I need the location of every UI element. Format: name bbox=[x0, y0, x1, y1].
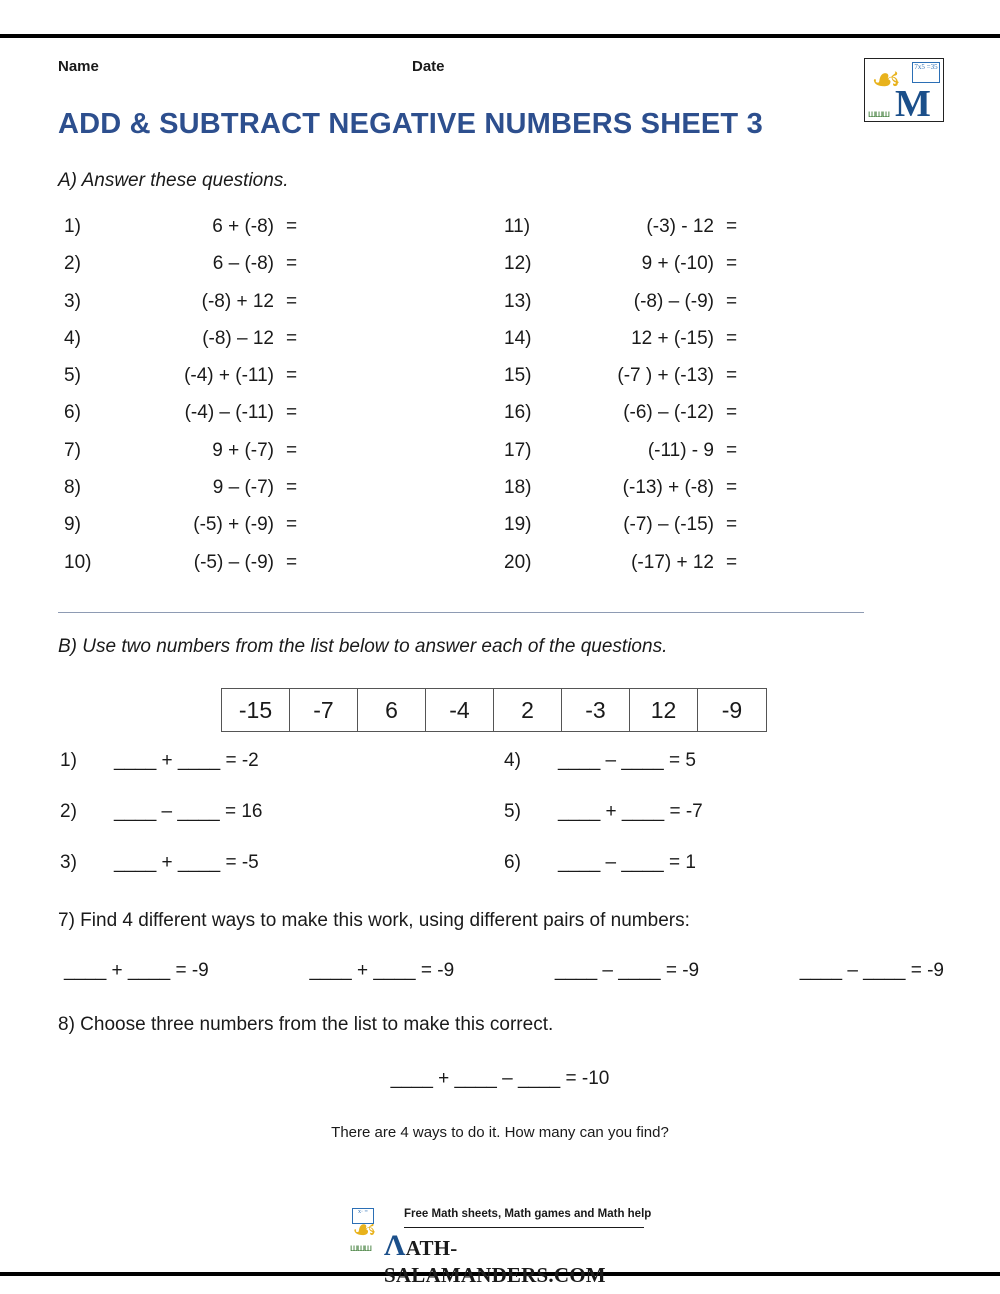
equals-sign: = bbox=[286, 365, 298, 387]
question-expression: ____ – ____ = -9 bbox=[554, 960, 700, 981]
question-number: 5) bbox=[64, 365, 81, 387]
question-number: 4) bbox=[504, 750, 521, 771]
number-cell: 6 bbox=[358, 689, 426, 731]
number-cell: 12 bbox=[630, 689, 698, 731]
question-number: 20) bbox=[504, 551, 532, 573]
footer-site-text: ATH-SALAMANDERS.COM bbox=[384, 1236, 606, 1287]
equals-sign: = bbox=[286, 402, 298, 424]
question-expression: ____ – ____ = 1 bbox=[558, 852, 696, 873]
question-expression: ____ + ____ = -2 bbox=[114, 750, 259, 771]
question-row bbox=[498, 402, 918, 439]
question-expression: (-4) – (-11) bbox=[184, 402, 274, 424]
page-title: ADD & SUBTRACT NEGATIVE NUMBERS SHEET 3 bbox=[58, 108, 763, 140]
section-a-right-column bbox=[498, 216, 918, 589]
footer-branding bbox=[350, 1206, 670, 1287]
question-row bbox=[498, 477, 918, 514]
question-number: 4) bbox=[64, 327, 81, 349]
question-expression: 6 + (-8) bbox=[212, 216, 274, 237]
question-row bbox=[498, 253, 918, 290]
question-number: 16) bbox=[504, 402, 532, 424]
equals-sign: = bbox=[286, 253, 298, 275]
question-expression: ____ + ____ = -9 bbox=[309, 960, 455, 981]
question-number: 11) bbox=[504, 216, 531, 237]
section-a-left-column bbox=[58, 216, 478, 589]
question-number: 3) bbox=[60, 852, 77, 873]
equals-sign: = bbox=[726, 365, 738, 387]
logo-m-icon: M bbox=[895, 83, 931, 122]
question-expression: 9 + (-7) bbox=[212, 439, 274, 461]
name-label: Name bbox=[58, 58, 99, 75]
question-row bbox=[58, 750, 498, 801]
section-b-left-column bbox=[58, 750, 498, 903]
question-row bbox=[58, 402, 478, 439]
grass-icon: шшш bbox=[350, 1243, 372, 1254]
question-row bbox=[58, 852, 498, 903]
header bbox=[0, 38, 1000, 122]
question-number: 12) bbox=[504, 253, 532, 275]
question-number: 1) bbox=[60, 750, 77, 771]
question-expression: (-7 ) + (-13) bbox=[617, 365, 714, 387]
question-row bbox=[58, 365, 478, 402]
question-row bbox=[502, 750, 942, 801]
equals-sign: = bbox=[726, 253, 738, 275]
equals-sign: = bbox=[286, 290, 298, 312]
question-expression: ____ + ____ = -9 bbox=[64, 960, 209, 981]
question-expression: (-13) + (-8) bbox=[622, 477, 714, 499]
equals-sign: = bbox=[726, 290, 738, 312]
question-expression: ____ + ____ = -5 bbox=[114, 852, 259, 873]
question-expression: (-17) + 12 bbox=[631, 551, 714, 573]
section-b-heading: B) Use two numbers from the list below to answer each of the questions. bbox=[58, 636, 668, 657]
question-number: 6) bbox=[504, 852, 521, 873]
question-expression: 9 – (-7) bbox=[212, 477, 274, 499]
math-salamanders-logo bbox=[864, 58, 944, 122]
question-row bbox=[58, 552, 478, 589]
footer-site-name bbox=[384, 1229, 670, 1288]
question-row bbox=[58, 514, 478, 551]
question-row bbox=[498, 552, 918, 589]
section-b-right-column bbox=[502, 750, 942, 903]
equals-sign: = bbox=[726, 477, 738, 499]
question-row bbox=[58, 477, 478, 514]
salamander-icon: ☙ bbox=[871, 61, 902, 99]
question-expression: (-6) – (-12) bbox=[623, 402, 714, 424]
grass-icon: шшш bbox=[868, 109, 890, 120]
question-number: 9) bbox=[64, 514, 81, 536]
section-a-heading: A) Answer these questions. bbox=[58, 170, 289, 191]
question-expression: ____ – ____ = -9 bbox=[799, 960, 944, 981]
equals-sign: = bbox=[726, 327, 738, 349]
question-row bbox=[58, 216, 478, 253]
question-row bbox=[58, 801, 498, 852]
equals-sign: = bbox=[286, 514, 298, 536]
question-expression: (-8) + 12 bbox=[201, 290, 274, 312]
question-number: 5) bbox=[504, 801, 521, 822]
question-expression: ____ + ____ = -7 bbox=[558, 801, 703, 822]
flashcard-icon: x· = bbox=[352, 1208, 374, 1224]
question-number: 3) bbox=[64, 290, 81, 312]
number-cell: -3 bbox=[562, 689, 630, 731]
equals-sign: = bbox=[286, 439, 298, 461]
equals-sign: = bbox=[726, 551, 738, 573]
question-number: 2) bbox=[60, 801, 77, 822]
question-row bbox=[498, 365, 918, 402]
footer bbox=[0, 1206, 1000, 1287]
equals-sign: = bbox=[726, 216, 738, 237]
question-expression: (-8) – 12 bbox=[202, 327, 274, 349]
equals-sign: = bbox=[286, 551, 298, 573]
question-number: 17) bbox=[504, 439, 532, 461]
question-number: 10) bbox=[64, 551, 92, 573]
question-number: 1) bbox=[64, 216, 81, 237]
question-row bbox=[498, 440, 918, 477]
salamander-icon: ☙ bbox=[352, 1214, 378, 1245]
question-row bbox=[498, 291, 918, 328]
question-row bbox=[502, 801, 942, 852]
question-row bbox=[58, 253, 478, 290]
footer-m-icon: Λ bbox=[384, 1229, 406, 1262]
question-row bbox=[58, 440, 478, 477]
question-expression: 9 + (-10) bbox=[641, 253, 714, 275]
question-number: 8) bbox=[64, 477, 81, 499]
question-row bbox=[498, 328, 918, 365]
question-expression: (-3) - 12 bbox=[646, 216, 714, 237]
worksheet-content bbox=[0, 38, 1000, 1287]
question-number: 19) bbox=[504, 514, 532, 536]
equals-sign: = bbox=[726, 402, 738, 424]
question-expression: (-4) + (-11) bbox=[184, 365, 274, 387]
question-number: 13) bbox=[504, 290, 532, 312]
footer-tagline: Free Math sheets, Math games and Math help bbox=[404, 1208, 652, 1220]
flashcard-icon: 7x5 =35 bbox=[912, 62, 940, 83]
section-divider bbox=[58, 612, 864, 613]
question-expression: (-5) + (-9) bbox=[193, 514, 274, 536]
question-expression: (-5) – (-9) bbox=[193, 551, 274, 573]
number-cell: -7 bbox=[290, 689, 358, 731]
equals-sign: = bbox=[726, 514, 738, 536]
question-expression: (-11) - 9 bbox=[647, 439, 714, 461]
question-number: 18) bbox=[504, 477, 532, 499]
number-cell: -15 bbox=[222, 689, 290, 731]
number-cell: -4 bbox=[426, 689, 494, 731]
question-expression: ____ – ____ = 5 bbox=[558, 750, 696, 771]
equals-sign: = bbox=[726, 439, 738, 461]
question-number: 7) bbox=[64, 439, 81, 461]
question-row bbox=[498, 514, 918, 551]
question-7-blanks bbox=[64, 960, 944, 982]
number-cell: -9 bbox=[721, 697, 743, 723]
footer-rule bbox=[404, 1227, 644, 1228]
equals-sign: = bbox=[286, 216, 298, 237]
number-list-table bbox=[221, 688, 767, 732]
question-row bbox=[498, 216, 918, 253]
question-8-expression: ____ + ____ – ____ = -10 bbox=[390, 1068, 610, 1089]
question-row bbox=[58, 291, 478, 328]
question-number: 14) bbox=[504, 327, 532, 349]
equals-sign: = bbox=[286, 477, 298, 499]
number-cell: 2 bbox=[494, 689, 562, 731]
question-8-note: There are 4 ways to do it. How many can you find? bbox=[331, 1124, 669, 1141]
question-number: 15) bbox=[504, 365, 532, 387]
question-row bbox=[502, 852, 942, 903]
question-expression: 12 + (-15) bbox=[631, 327, 714, 349]
question-number: 2) bbox=[64, 253, 81, 275]
question-expression: 6 – (-8) bbox=[212, 253, 274, 275]
question-expression: (-7) – (-15) bbox=[623, 514, 714, 536]
question-expression: ____ – ____ = 16 bbox=[114, 801, 263, 822]
question-8-heading: 8) Choose three numbers from the list to make this correct. bbox=[58, 1014, 554, 1035]
question-7-heading: 7) Find 4 different ways to make this work, using different pairs of numbers: bbox=[58, 910, 690, 931]
question-number: 6) bbox=[64, 402, 81, 424]
equals-sign: = bbox=[286, 327, 298, 349]
date-label: Date bbox=[412, 58, 445, 75]
question-expression: (-8) – (-9) bbox=[633, 290, 714, 312]
question-row bbox=[58, 328, 478, 365]
